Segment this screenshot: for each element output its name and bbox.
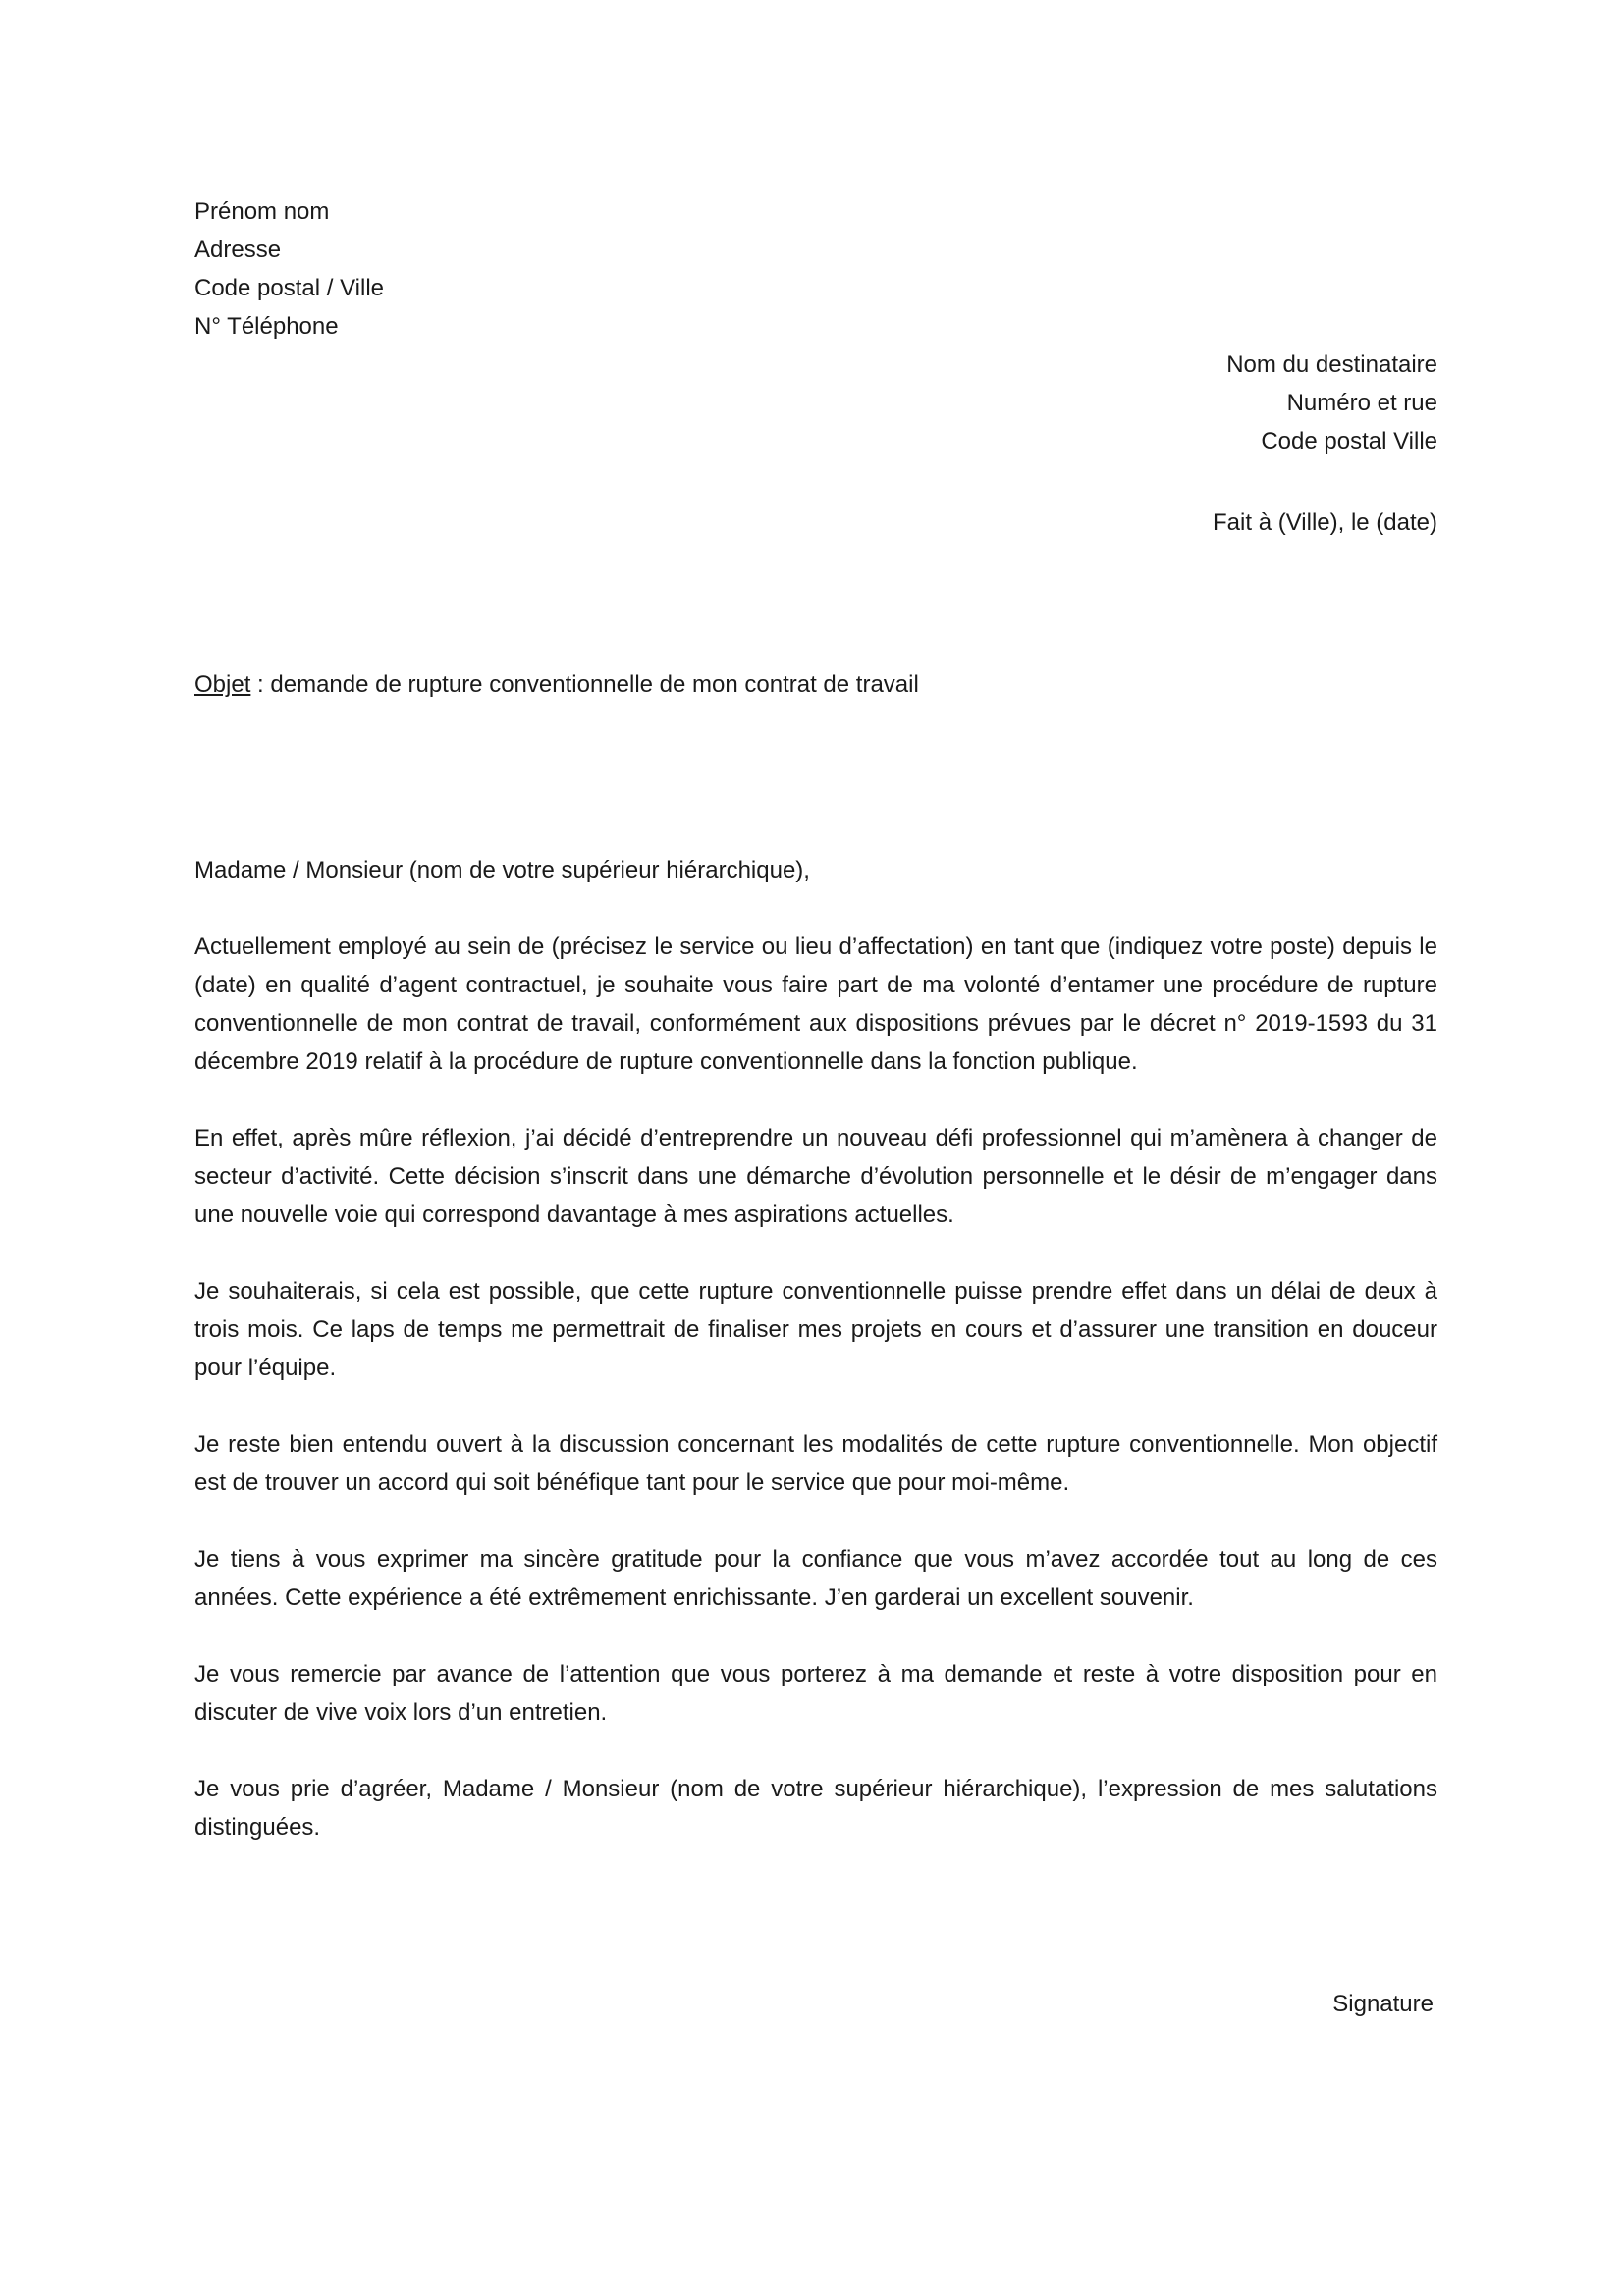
recipient-block — [750, 346, 1437, 460]
body-paragraph: Je souhaiterais, si cela est possible, que cette rupture conventionnelle puisse prendre effet dans un délai de deux à trois mois. Ce laps de temps me permettrait de finaliser mes projets en cours et d’assurer une transition en douceur pour l’équipe. — [194, 1278, 1437, 1381]
closing-paragraph: Je vous prie d’agréer, Madame / Monsieur (nom de votre supérieur hiérarchique), l’expression de mes salutations distinguées. — [194, 1776, 1437, 1841]
subject-label: Objet — [194, 671, 251, 698]
recipient-name: Nom du destinataire — [1226, 351, 1437, 378]
body-paragraph: Je tiens à vous exprimer ma sincère gratitude pour la confiance que vous m’avez accordée tout au long de ces années. Cette expérience a été extrêmement enrichissante. J’en garderai un excellent souvenir. — [194, 1546, 1437, 1611]
signature: Signature — [1332, 1991, 1434, 2017]
body-paragraph: Je vous remercie par avance de l’attention que vous porterez à ma demande et reste à votre disposition pour en discuter de vive voix lors d’un entretien. — [194, 1661, 1437, 1726]
body-paragraph: En effet, après mûre réflexion, j’ai décidé d’entreprendre un nouveau défi professionnel qui m’amènera à changer de secteur d’activité. Cette décision s’inscrit dans une démarche d’évolution personnelle et le désir de m’engager dans une nouvelle voie qui correspond davantage à mes aspirations actuelles. — [194, 1125, 1437, 1228]
body-paragraph: Je reste bien entendu ouvert à la discussion concernant les modalités de cette rupture conventionnelle. Mon objectif est de trouver un accord qui soit bénéfique tant pour le service que pour moi-même. — [194, 1431, 1437, 1496]
sender-phone: N° Téléphone — [194, 313, 339, 340]
body-paragraph: Actuellement employé au sein de (précisez le service ou lieu d’affectation) en tant que (indiquez votre poste) depuis le (date) en qualité d’agent contractuel, je souhaite vous faire part de ma volonté d’entamer une procédure de rupture conventionnelle de mon contrat de travail, conformément aux dispositions prévues par le décret n° 2019-1593 du 31 décembre 2019 relatif à la procédure de rupture conventionnelle dans la fonction publique. — [194, 934, 1437, 1075]
letter-body — [194, 851, 1437, 1846]
recipient-street: Numéro et rue — [1286, 390, 1437, 416]
place-date: Fait à (Ville), le (date) — [1213, 509, 1437, 536]
sender-block — [194, 192, 882, 346]
recipient-postal-city: Code postal Ville — [1261, 428, 1437, 454]
subject-line — [194, 666, 1437, 704]
subject-text: : demande de rupture conventionnelle de mon contrat de travail — [250, 671, 919, 698]
sender-name: Prénom nom — [194, 198, 330, 225]
sender-address: Adresse — [194, 237, 282, 263]
sender-postal-city: Code postal / Ville — [194, 275, 385, 301]
salutation: Madame / Monsieur (nom de votre supérieur hiérarchique), — [194, 857, 810, 883]
